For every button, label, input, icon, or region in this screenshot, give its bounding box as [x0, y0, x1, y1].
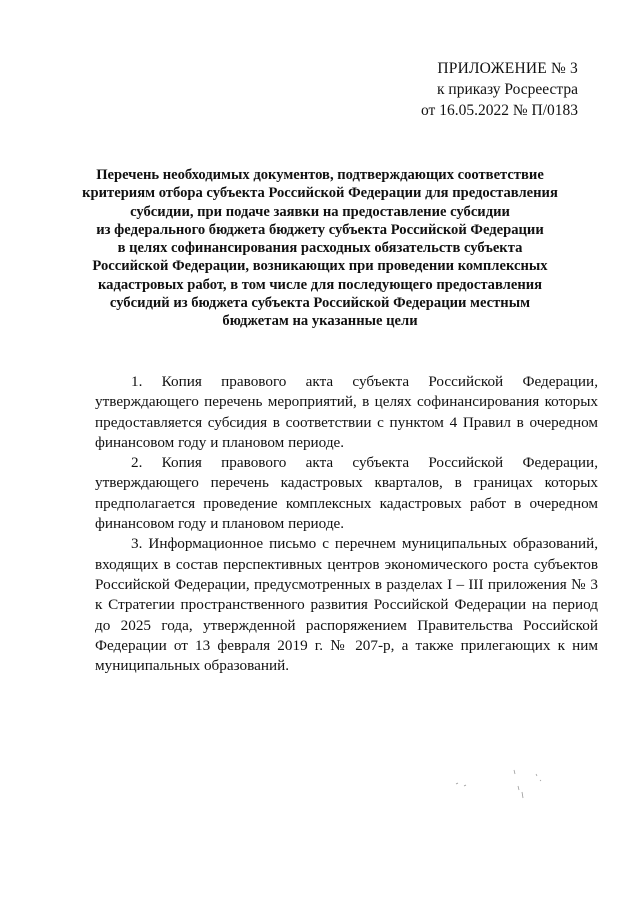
document-body: [95, 372, 598, 676]
list-item-3: 3. Информационное письмо с перечнем муниципальных образований, входящих в состав перспективных центров экономического роста субъектов Российской Федерации, предусмотренных в разделах I – III приложения № 3 к Стратегии пространственного развития Российской Федерации на период до 2025 года, утвержденной распоряжением Правительства Российской Федерации от 13 февраля 2019 г. № 207-р, а также прилегающих к ним муниципальных образований.: [95, 535, 598, 675]
title-line: критериям отбора субъекта Российской Федерации для предоставления: [82, 185, 558, 202]
title-line: из федерального бюджета бюджету субъекта Российской Федерации: [96, 221, 544, 238]
title-line: субсидий из бюджета субъекта Российской Федерации местным: [109, 295, 531, 312]
appendix-order-reference: к приказу Росреестра: [437, 81, 578, 98]
list-item-2: 2. Копия правового акта субъекта Российской Федерации, утверждающего перечень кадастровых кварталов, в границах которых предполагается проведение комплексных кадастровых работ в очередном финансовом году и плановом периоде.: [95, 454, 598, 533]
document-title: [80, 166, 560, 331]
appendix-header: [421, 58, 578, 121]
title-line: в целях софинансирования расходных обязательств субъекта: [117, 240, 523, 257]
appendix-order-date: от 16.05.2022 № П/0183: [421, 102, 578, 119]
list-item-1: 1. Копия правового акта субъекта Российской Федерации, утверждающего перечень мероприятий, в целях софинансирования которых предоставляется субсидия в соответствии с пунктом 4 Правил в очередном финансовом году и плановом периоде.: [95, 373, 598, 451]
title-line: субсидии, при подаче заявки на предоставление субсидии: [130, 203, 510, 220]
title-line: Перечень необходимых документов, подтверждающих соответствие: [96, 167, 544, 183]
title-line: Российской Федерации, возникающих при проведении комплексных: [92, 258, 548, 275]
title-line: кадастровых работ, в том числе для последующего предоставления: [97, 276, 543, 293]
title-line: бюджетам на указанные цели: [222, 313, 418, 330]
appendix-number: ПРИЛОЖЕНИЕ № 3: [437, 60, 578, 77]
scan-artifact-marks: [452, 762, 552, 812]
